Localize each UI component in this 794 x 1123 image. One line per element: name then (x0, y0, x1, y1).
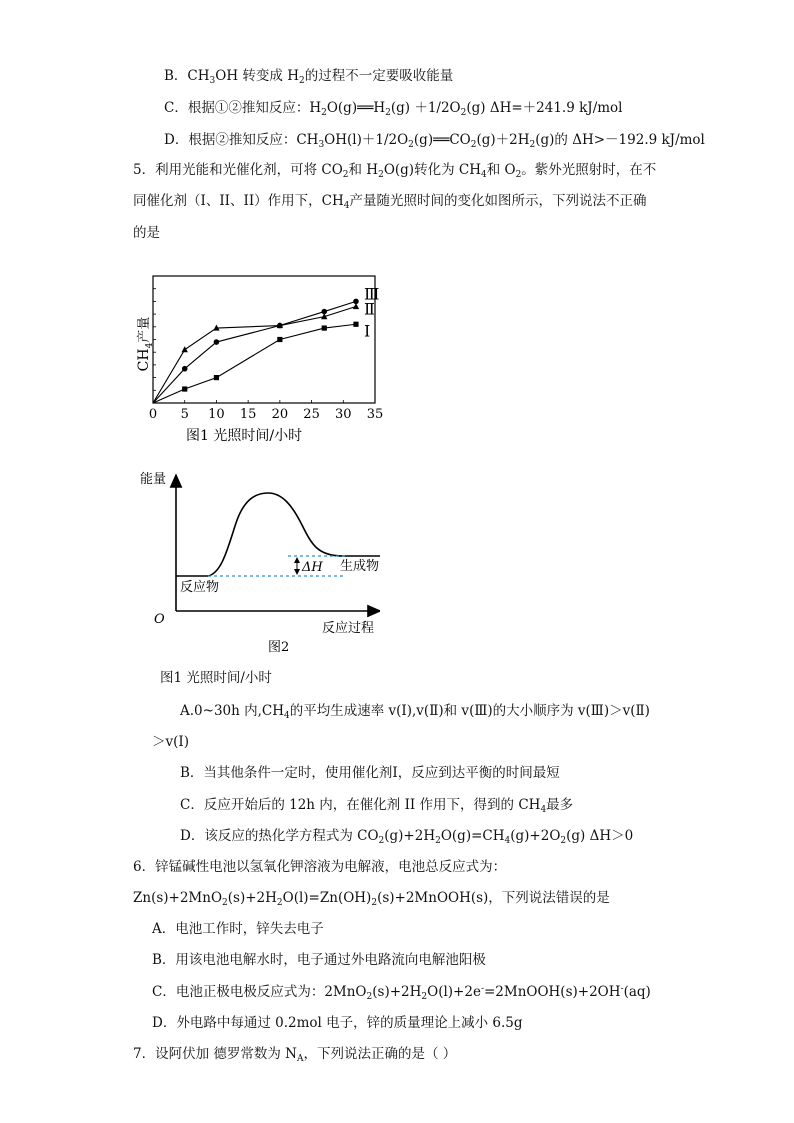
q7-stem: 7．设阿伏加 德罗常数为 $N_A$，下列说法正确的是（ ） (133, 1046, 457, 1064)
q4-option-c: C．根据①②推知反应：$H_2O(g)══H_2(g) +1/2O_2(g)$ ΔH=＋241.9 kJ/mol (164, 100, 623, 118)
data-point-square (277, 337, 282, 342)
q6-option-c: C．电池正极电极反应式为：$2MnO_2(s)+2H_2O(l)+2e^-=2MnOOH(s)+2OH^-(aq)$ (152, 984, 651, 1002)
plot-frame (153, 276, 375, 403)
data-point-square (214, 375, 219, 380)
q5-option-a: A.0~30h 内$,CH_4$的平均生成速率 v(Ⅰ),v(Ⅱ)和 v(Ⅲ)的大小顺序为 v(Ⅲ)＞v(Ⅱ) (180, 703, 650, 721)
q6-option-b: B．用该电池电解水时，电子通过外电路流向电解池阳极 (152, 952, 486, 968)
y-axis-title: 能量 (140, 472, 167, 487)
q6-option-a: A．电池工作时，锌失去电子 (152, 921, 324, 937)
figure-2-diagram (140, 465, 380, 655)
x-tick-label: 20 (271, 407, 289, 422)
data-point-square (182, 386, 187, 391)
data-point-square (353, 322, 358, 327)
x-tick-label: 25 (303, 407, 320, 422)
x-tick-label: 5 (180, 407, 189, 422)
data-point-triangle (353, 303, 359, 309)
q5-stem-line-1: 5．利用光能和光催化剂，可将 $CO_2$和 $H_2O(g)$转化为 $CH_4$和 $O_2$。紫外光照射时，在不 (133, 162, 657, 180)
x-tick-label: 15 (239, 407, 257, 422)
q5-caption: 图1 光照时间/小时 (160, 670, 272, 686)
series-label: Ⅲ (363, 284, 380, 304)
q5-option-d: D．该反应的热化学方程式为 $CO_2(g)+2H_2O(g)=CH_4(g)+2O_2(g)$ ΔH＞0 (180, 828, 634, 846)
q5-option-c: C．反应开始后的 12h 内，在催化剂 II 作用下，得到的 $CH_4$最多 (180, 797, 574, 815)
delta-h-label: ΔH (302, 560, 323, 575)
q4-option-d: D．根据②推知反应：$CH_3OH(l)+1/2O_2(g)══CO_2(g)+2H_2(g)$的 ΔH>－192.9 kJ/mol (164, 132, 705, 150)
q6-stem-line-2: $Zn(s)+2MnO_2(s)+2H_2O(l)=Zn(OH)_2(s)+2MnOOH(s)$，下列说法错误的是 (133, 890, 610, 908)
q5-option-b: B．当其他条件一定时，使用催化剂Ⅰ，反应到达平衡的时间最短 (180, 765, 560, 781)
series-label: Ⅱ (363, 299, 375, 319)
data-point-circle (182, 366, 188, 372)
data-point-circle (214, 339, 220, 345)
q5-stem-line-3: 的是 (133, 225, 160, 241)
data-point-triangle (182, 346, 188, 352)
product-label: 生成物 (340, 559, 380, 574)
figure-1-caption: 图1 光照时间/小时 (186, 428, 303, 443)
q6-option-d: D．外电路中每通过 0.2mol 电子，锌的质量理论上减小 6.5g (152, 1015, 523, 1031)
origin-label: O (154, 612, 165, 627)
reactant-label: 反应物 (180, 580, 220, 595)
q4-option-b: B．$CH_3OH$ 转变成 $H_2$的过程不一定要吸收能量 (164, 68, 454, 86)
figure-1-chart (128, 268, 388, 443)
x-tick-label: 0 (148, 407, 158, 422)
figure-2-caption: 图2 (268, 640, 290, 655)
q5-option-a-cont: ＞v(Ⅰ) (152, 734, 189, 750)
q6-stem-line-1: 6．锌锰碱性电池以氢氧化钾溶液为电解液，电池总反应式为： (133, 859, 507, 875)
x-tick-label: 10 (208, 407, 225, 422)
series-label: Ⅰ (363, 321, 371, 341)
x-tick-label: 30 (335, 407, 352, 422)
x-tick-label: 35 (366, 407, 384, 422)
data-point-square (322, 325, 327, 330)
y-axis-label: $CH_4$产量 (136, 316, 155, 372)
x-axis-title: 反应过程 (322, 621, 375, 636)
q5-stem-line-2: 同催化剂（I、II、II）作用下，$CH_4$产量随光照时间的变化如图所示，下列说法不正确 (133, 193, 647, 211)
